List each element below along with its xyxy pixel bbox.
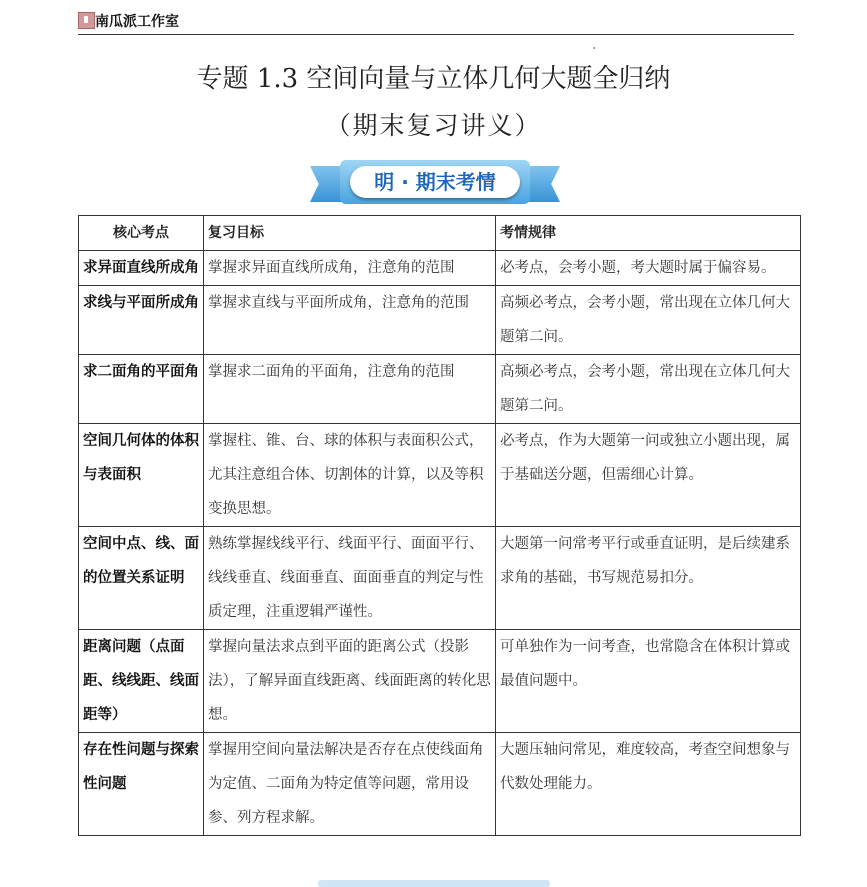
table-row: [79, 286, 801, 355]
row-goal: 掌握求异面直线所成角，注意角的范围: [204, 251, 496, 286]
table-row: [79, 630, 801, 733]
next-banner-edge: [318, 880, 550, 887]
row-topic: 距离问题（点面距、线线距、线面距等）: [79, 630, 204, 733]
row-topic: 求异面直线所成角: [79, 251, 204, 286]
row-goal: 熟练掌握线线平行、线面平行、面面平行、线线垂直、线面垂直、面面垂直的判定与性质定理，注重逻辑严谨性。: [204, 527, 496, 630]
page-title: 专题 1.3 空间向量与立体几何大题全归纳: [196, 64, 671, 94]
row-topic: 空间几何体的体积与表面积: [79, 424, 204, 527]
row-topic: 求二面角的平面角: [79, 355, 204, 424]
row-pattern: 大题压轴问常见，难度较高，考查空间想象与代数处理能力。: [496, 733, 801, 836]
banner-label: 明 · 期末考情: [350, 166, 520, 198]
table-row: [79, 251, 801, 286]
row-pattern: 高频必考点，会考小题，常出现在立体几何大题第二问。: [496, 355, 801, 424]
table-row: [79, 355, 801, 424]
row-goal: 掌握用空间向量法解决是否存在点使线面角为定值、二面角为特定值等问题，常用设参、列方程求解。: [204, 733, 496, 836]
row-goal: 掌握求二面角的平面角，注意角的范围: [204, 355, 496, 424]
row-goal: 掌握柱、锥、台、球的体积与表面积公式，尤其注意组合体、切割体的计算，以及等积变换思想。: [204, 424, 496, 527]
row-topic: 存在性问题与探索性问题: [79, 733, 204, 836]
table-row: [79, 424, 801, 527]
column-header-goal: 复习目标: [204, 216, 496, 251]
row-goal: 掌握求直线与平面所成角，注意角的范围: [204, 286, 496, 355]
table-row: [79, 733, 801, 836]
row-pattern: 必考点，作为大题第一问或独立小题出现，属于基础送分题，但需细心计算。: [496, 424, 801, 527]
column-header-pattern: 考情规律: [496, 216, 801, 251]
row-pattern: 必考点，会考小题，考大题时属于偏容易。: [496, 251, 801, 286]
table-header-row: [79, 216, 801, 251]
page-header: [78, 10, 794, 35]
section-banner: [310, 158, 560, 210]
row-pattern: 高频必考点，会考小题，常出现在立体几何大题第二问。: [496, 286, 801, 355]
page-subtitle: （期末复习讲义）: [325, 111, 542, 140]
row-pattern: 可单独作为一问考查，也常隐含在体积计算或最值问题中。: [496, 630, 801, 733]
row-topic: 求线与平面所成角: [79, 286, 204, 355]
row-goal: 掌握向量法求点到平面的距离公式（投影法），了解异面直线距离、线面距离的转化思想。: [204, 630, 496, 733]
studio-name: 南瓜派工作室: [95, 14, 179, 30]
table-row: [79, 527, 801, 630]
column-header-topic: 核心考点: [79, 216, 204, 251]
exam-overview-table: [78, 215, 801, 836]
studio-logo-icon: [78, 12, 95, 29]
banner-frame: [340, 160, 530, 204]
row-topic: 空间中点、线、面的位置关系证明: [79, 527, 204, 630]
speck-mark: [593, 47, 595, 49]
row-pattern: 大题第一问常考平行或垂直证明，是后续建系求角的基础，书写规范易扣分。: [496, 527, 801, 630]
